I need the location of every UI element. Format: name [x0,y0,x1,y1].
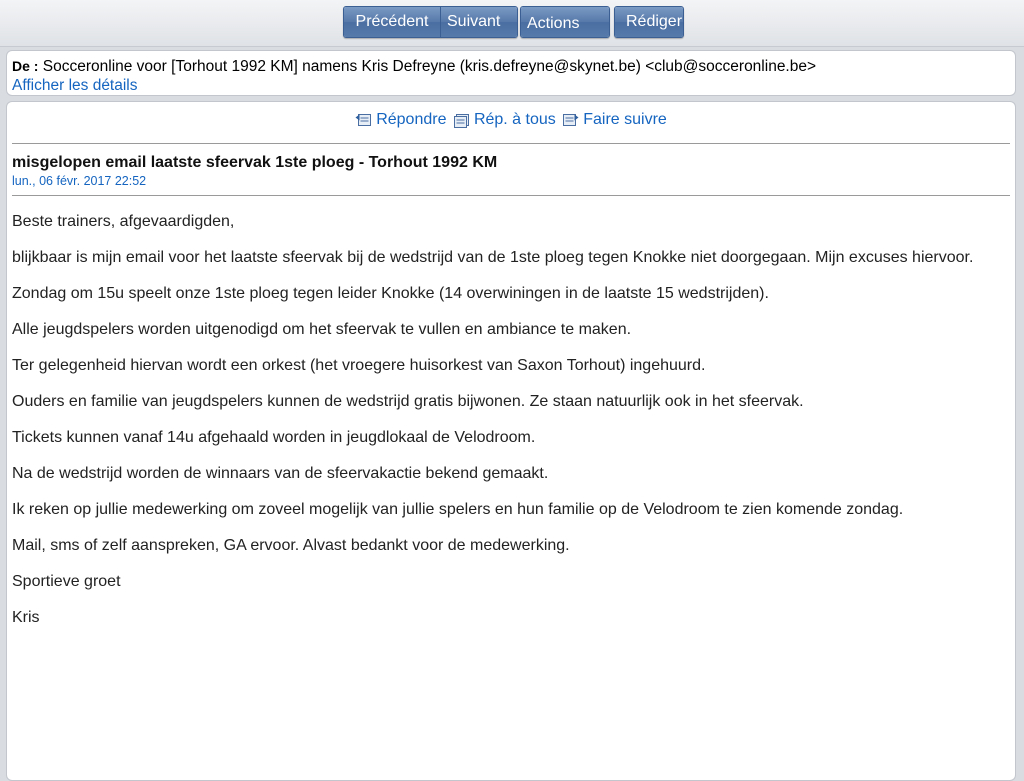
message-paragraph: Beste trainers, afgevaardigden, [12,213,235,230]
message-paragraph: Ter gelegenheid hiervan wordt een orkest (het vroegere huisorkest van Saxon Torhout) ingehuurd. [12,357,706,374]
message-paragraph: blijkbaar is mijn email voor het laatste sfeervak bij de wedstrijd van de 1ste ploeg tegen Knokke niet doorgegaan. Mijn excuses hiervoor. [12,249,974,266]
from-value: Socceronline voor [Torhout 1992 KM] namens Kris Defreyne (kris.defreyne@skynet.be) <club@socceronline.be> [42,58,817,75]
message-actions [7,111,1015,133]
next-button[interactable]: Suivant [440,7,517,37]
reply-all-icon [453,113,470,128]
nav-button-group [343,6,518,38]
show-details-link[interactable]: Afficher les détails [12,77,138,94]
message-paragraph: Zondag om 15u speelt onze 1ste ploeg tegen leider Knokke (14 overwiningen in de laatste 15 wedstrijden). [12,285,769,302]
message-paragraph: Alle jeugdspelers worden uitgenodigd om het sfeervak te vullen en ambiance te maken. [12,321,632,338]
message-paragraph: Sportieve groet [12,573,121,590]
previous-button[interactable]: Précédent [344,7,440,37]
reply-button[interactable] [355,111,446,129]
reply-all-button[interactable] [453,111,556,129]
message-paragraph: Ouders en familie van jeugdspelers kunnen de wedstrijd gratis bijwonen. Ze staan natuurlijk ook in het sfeervak. [12,393,804,410]
message-paragraph: Ik reken op jullie medewerking om zoveel mogelijk van jullie spelers en hun familie op de Velodroom te zien komende zondag. [12,501,904,518]
forward-button[interactable] [562,111,667,129]
message-paragraph: Kris [12,609,40,626]
from-label: De : [12,58,39,74]
reply-all-label: Rép. à tous [473,111,556,128]
actions-button[interactable]: Actions [521,7,609,37]
message-paragraph: Na de wedstrijd worden de winnaars van de sfeervakactie bekend gemaakt. [12,465,549,482]
divider [12,143,1010,144]
divider [12,195,1010,196]
reply-icon [355,113,372,128]
toolbar [0,0,1024,47]
message-paragraph: Tickets kunnen vanaf 14u afgehaald worden in jeugdlokaal de Velodroom. [12,429,536,446]
actions-button-group [520,6,610,38]
message-paragraph: Mail, sms of zelf aanspreken, GA ervoor. Alvast bedankt voor de medewerking. [12,537,570,554]
from-line [12,57,1010,76]
compose-button[interactable]: Rédiger [615,7,683,37]
message-date: lun., 06 févr. 2017 22:52 [12,174,147,188]
message-subject: misgelopen email laatste sfeervak 1ste ploeg - Torhout 1992 KM [12,154,498,171]
compose-button-group [614,6,684,38]
forward-label: Faire suivre [583,111,667,128]
reply-label: Répondre [376,111,447,128]
message-body-card [6,101,1016,781]
message-header [6,50,1016,96]
forward-icon [562,113,579,128]
message-text [12,212,1002,644]
